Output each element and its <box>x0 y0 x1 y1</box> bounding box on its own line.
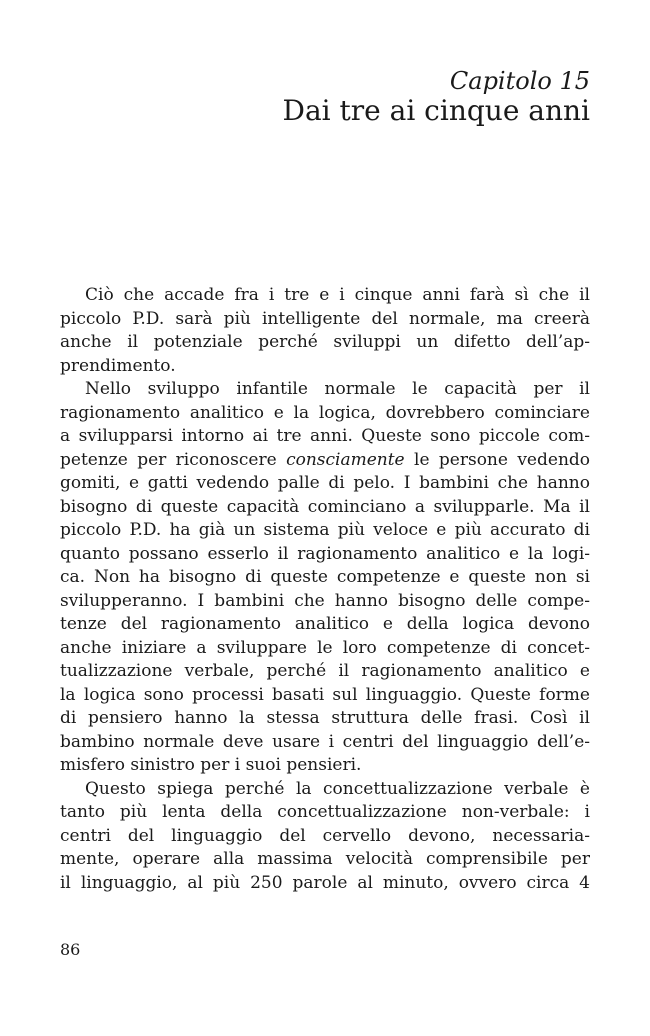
text-line: a svilupparsi intorno ai tre anni. Queste sono piccole com- <box>60 426 590 446</box>
text-line: ragionamento analitico e la logica, dovrebbero cominciare <box>60 402 590 423</box>
text-line <box>60 449 590 473</box>
chapter-label: Capitolo 15 <box>449 67 590 95</box>
text-line: la logica sono processi basati sul linguaggio. Queste forme <box>60 684 590 705</box>
page-number: 86 <box>60 940 81 959</box>
text-segment: petenze per riconoscere <box>60 449 287 470</box>
text-line: bambino normale deve usare i centri del linguaggio dell’e- <box>60 731 590 752</box>
paragraph <box>60 378 590 778</box>
text-line: tanto più lenta della concettualizzazione non-verbale: i <box>60 802 590 822</box>
text-line: gomiti, e gatti vedendo palle di pelo. I bambini che hanno <box>60 473 590 493</box>
text-line: quanto possano esserlo il ragionamento analitico e la logi- <box>60 543 590 564</box>
text-line: anche iniziare a sviluppare le loro competenze di concet- <box>60 637 590 658</box>
paragraph <box>60 778 590 896</box>
text-line: piccolo P.D. ha già un sistema più veloce e più accurato di <box>60 520 590 540</box>
text-line: Questo spiega perché la concettualizzazione verbale è <box>85 778 590 799</box>
text-line: anche il potenziale perché sviluppi un difetto dell’ap- <box>60 332 590 352</box>
paragraph <box>60 284 590 378</box>
emphasis-text: consciamente <box>286 449 405 470</box>
text-line: Nello sviluppo infantile normale le capacità per il <box>85 379 590 399</box>
chapter-title: Dai tre ai cinque anni <box>282 94 590 127</box>
text-line: bisogno di queste capacità cominciano a svilupparle. Ma il <box>60 496 590 517</box>
text-line: prendimento. <box>60 355 176 376</box>
text-line: svilupperanno. I bambini che hanno bisogno delle compe- <box>60 590 590 611</box>
text-line: centri del linguaggio del cervello devono, necessaria- <box>60 825 590 846</box>
body-text <box>60 284 590 895</box>
text-line: ca. Non ha bisogno di queste competenze e queste non si <box>60 567 590 587</box>
text-line: misfero sinistro per i suoi pensieri. <box>60 755 362 775</box>
text-line: mente, operare alla massima velocità comprensibile per <box>60 849 590 869</box>
text-line: il linguaggio, al più 250 parole al minuto, ovvero circa 4 <box>60 872 590 893</box>
text-line: tenze del ragionamento analitico e della logica devono <box>60 614 590 634</box>
text-line: piccolo P.D. sarà più intelligente del normale, ma creerà <box>60 308 590 329</box>
text-segment: le persone vedendo <box>404 449 590 470</box>
text-line: tualizzazione verbale, perché il ragionamento analitico e <box>60 661 590 681</box>
text-line: Ciò che accade fra i tre e i cinque anni farà sì che il <box>85 285 590 305</box>
text-line: di pensiero hanno la stessa struttura delle frasi. Così il <box>60 708 590 728</box>
